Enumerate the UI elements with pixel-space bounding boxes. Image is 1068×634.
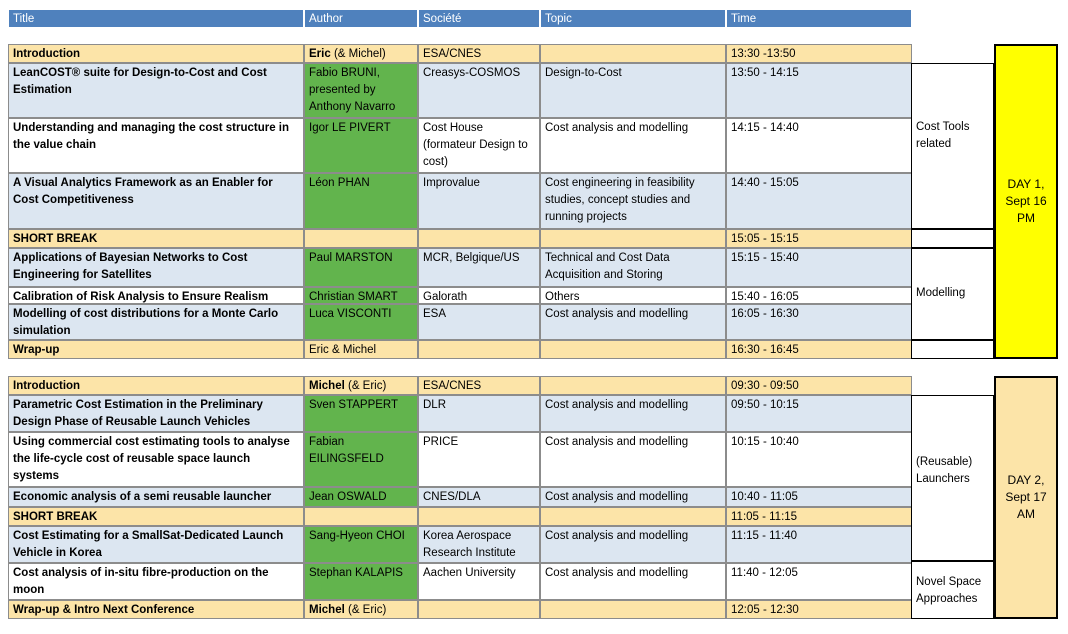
- cell-author: Fabian EILINGSFELD: [304, 432, 418, 487]
- cell-time: 10:15 - 10:40: [726, 432, 912, 487]
- day1-label: DAY 1, Sept 16 PM: [994, 44, 1058, 359]
- table-row: [0, 432, 1068, 487]
- day2-label: DAY 2, Sept 17 AM: [994, 376, 1058, 619]
- cell-societe: [418, 600, 540, 619]
- table-row: [0, 340, 1068, 359]
- cell-topic: Cost analysis and modelling: [540, 563, 726, 600]
- cell-topic: [540, 229, 726, 248]
- cell-time: 13:30 -13:50: [726, 44, 912, 63]
- cell-societe: CNES/DLA: [418, 487, 540, 507]
- table-row: [0, 395, 1068, 432]
- table-row: [0, 173, 1068, 229]
- cell-societe: [418, 229, 540, 248]
- cell-time: 12:05 - 12:30: [726, 600, 912, 619]
- cell-topic: Cost analysis and modelling: [540, 526, 726, 563]
- cell-topic: [540, 600, 726, 619]
- category-cost-tools: [911, 63, 994, 229]
- category-novel-space: [911, 561, 994, 619]
- cell-societe: ESA/CNES: [418, 44, 540, 63]
- category-blank: [911, 229, 994, 248]
- category-blank: [911, 340, 994, 359]
- cell-author: [304, 376, 418, 395]
- cell-time: 13:50 - 14:15: [726, 63, 912, 118]
- cell-time: 15:40 - 16:05: [726, 287, 912, 304]
- cell-author: Christian SMART: [304, 287, 418, 304]
- table-row: [0, 248, 1068, 287]
- cell-author: Sven STAPPERT: [304, 395, 418, 432]
- cell-title: Introduction: [8, 376, 304, 395]
- cell-title: Cost analysis of in-situ fibre-production on the moon: [8, 563, 304, 600]
- cell-title: Understanding and managing the cost structure in the value chain: [8, 118, 304, 173]
- cell-societe: [418, 340, 540, 359]
- author-rest: (& Eric): [344, 380, 387, 392]
- cell-topic: Technical and Cost Data Acquisition and Storing: [540, 248, 726, 287]
- cell-title: LeanCOST® suite for Design-to-Cost and Cost Estimation: [8, 63, 304, 118]
- cell-time: 11:40 - 12:05: [726, 563, 912, 600]
- category-launchers: [911, 395, 994, 561]
- cell-title: SHORT BREAK: [8, 507, 304, 526]
- cell-title: Parametric Cost Estimation in the Preliminary Design Phase of Reusable Launch Vehicles: [8, 395, 304, 432]
- cell-time: 15:05 - 15:15: [726, 229, 912, 248]
- table-row: [0, 526, 1068, 563]
- cell-topic: Cost analysis and modelling: [540, 432, 726, 487]
- cell-topic: Cost analysis and modelling: [540, 395, 726, 432]
- cell-topic: [540, 340, 726, 359]
- cell-societe: Cost House (formateur Design to cost): [418, 118, 540, 173]
- header-time: Time: [726, 9, 912, 28]
- author-main: Michel: [309, 380, 345, 392]
- cell-societe: Aachen University: [418, 563, 540, 600]
- cell-topic: [540, 507, 726, 526]
- cell-time: 11:05 - 11:15: [726, 507, 912, 526]
- cell-title: Modelling of cost distributions for a Monte Carlo simulation: [8, 304, 304, 340]
- table-row: [0, 600, 1068, 619]
- cell-title: Introduction: [8, 44, 304, 63]
- cell-time: 16:05 - 16:30: [726, 304, 912, 340]
- cell-title: Wrap-up: [8, 340, 304, 359]
- cell-time: 09:50 - 10:15: [726, 395, 912, 432]
- cell-author: [304, 600, 418, 619]
- cell-societe: Creasys-COSMOS: [418, 63, 540, 118]
- author-main: Eric: [309, 48, 331, 60]
- cell-topic: Design-to-Cost: [540, 63, 726, 118]
- cell-topic: Others: [540, 287, 726, 304]
- category-modelling-label: Modelling: [916, 287, 966, 299]
- category-modelling: [911, 248, 994, 340]
- cell-societe: ESA: [418, 304, 540, 340]
- cell-time: 09:30 - 09:50: [726, 376, 912, 395]
- cell-author: [304, 229, 418, 248]
- cell-author: Eric & Michel: [304, 340, 418, 359]
- cell-title: Cost Estimating for a SmallSat-Dedicated Launch Vehicle in Korea: [8, 526, 304, 563]
- category-cost-tools-label: Cost Tools related: [916, 121, 970, 150]
- cell-author: Léon PHAN: [304, 173, 418, 229]
- header-topic: Topic: [540, 9, 726, 28]
- cell-societe: [418, 507, 540, 526]
- cell-author: [304, 507, 418, 526]
- cell-societe: Improvalue: [418, 173, 540, 229]
- cell-author: Sang-Hyeon CHOI: [304, 526, 418, 563]
- cell-title: A Visual Analytics Framework as an Enabler for Cost Competitiveness: [8, 173, 304, 229]
- author-rest: (& Michel): [330, 48, 386, 60]
- header-author: Author: [304, 9, 418, 28]
- table-row: [0, 44, 1068, 63]
- cell-time: 16:30 - 16:45: [726, 340, 912, 359]
- cell-societe: MCR, Belgique/US: [418, 248, 540, 287]
- category-novel-space-label: Novel Space Approaches: [916, 576, 982, 605]
- cell-title: SHORT BREAK: [8, 229, 304, 248]
- cell-time: 14:15 - 14:40: [726, 118, 912, 173]
- author-main: Michel: [309, 604, 345, 616]
- cell-author: Igor LE PIVERT: [304, 118, 418, 173]
- cell-author: Jean OSWALD: [304, 487, 418, 507]
- cell-topic: Cost analysis and modelling: [540, 304, 726, 340]
- table-row: [0, 118, 1068, 173]
- table-row: [0, 507, 1068, 526]
- cell-societe: Galorath: [418, 287, 540, 304]
- table-row: [0, 487, 1068, 507]
- header-societe: Société: [418, 9, 540, 28]
- cell-topic: Cost engineering in feasibility studies, concept studies and running projects: [540, 173, 726, 229]
- category-launchers-label: (Reusable) Launchers: [916, 456, 973, 485]
- cell-topic: [540, 376, 726, 395]
- cell-author: Fabio BRUNI, presented by Anthony Navarro: [304, 63, 418, 118]
- cell-author: [304, 44, 418, 63]
- table-row: [0, 304, 1068, 340]
- table-row: [0, 563, 1068, 600]
- table-row: [0, 229, 1068, 248]
- cell-title: Calibration of Risk Analysis to Ensure Realism: [8, 287, 304, 304]
- cell-topic: Cost analysis and modelling: [540, 487, 726, 507]
- cell-author: Paul MARSTON: [304, 248, 418, 287]
- cell-author: Stephan KALAPIS: [304, 563, 418, 600]
- cell-topic: Cost analysis and modelling: [540, 118, 726, 173]
- table-row: [0, 376, 1068, 395]
- table-row: [0, 287, 1068, 304]
- table-header: [0, 9, 1068, 28]
- cell-title: Wrap-up & Intro Next Conference: [8, 600, 304, 619]
- cell-topic: [540, 44, 726, 63]
- cell-title: Using commercial cost estimating tools to analyse the life-cycle cost of reusable space launch systems: [8, 432, 304, 487]
- cell-time: 14:40 - 15:05: [726, 173, 912, 229]
- cell-time: 11:15 - 11:40: [726, 526, 912, 563]
- header-title: Title: [8, 9, 304, 28]
- cell-author: Luca VISCONTI: [304, 304, 418, 340]
- cell-societe: PRICE: [418, 432, 540, 487]
- cell-societe: DLR: [418, 395, 540, 432]
- cell-societe: Korea Aerospace Research Institute: [418, 526, 540, 563]
- table-row: [0, 63, 1068, 118]
- cell-time: 10:40 - 11:05: [726, 487, 912, 507]
- author-rest: (& Eric): [344, 604, 387, 616]
- cell-time: 15:15 - 15:40: [726, 248, 912, 287]
- cell-title: Applications of Bayesian Networks to Cost Engineering for Satellites: [8, 248, 304, 287]
- cell-societe: ESA/CNES: [418, 376, 540, 395]
- cell-title: Economic analysis of a semi reusable launcher: [8, 487, 304, 507]
